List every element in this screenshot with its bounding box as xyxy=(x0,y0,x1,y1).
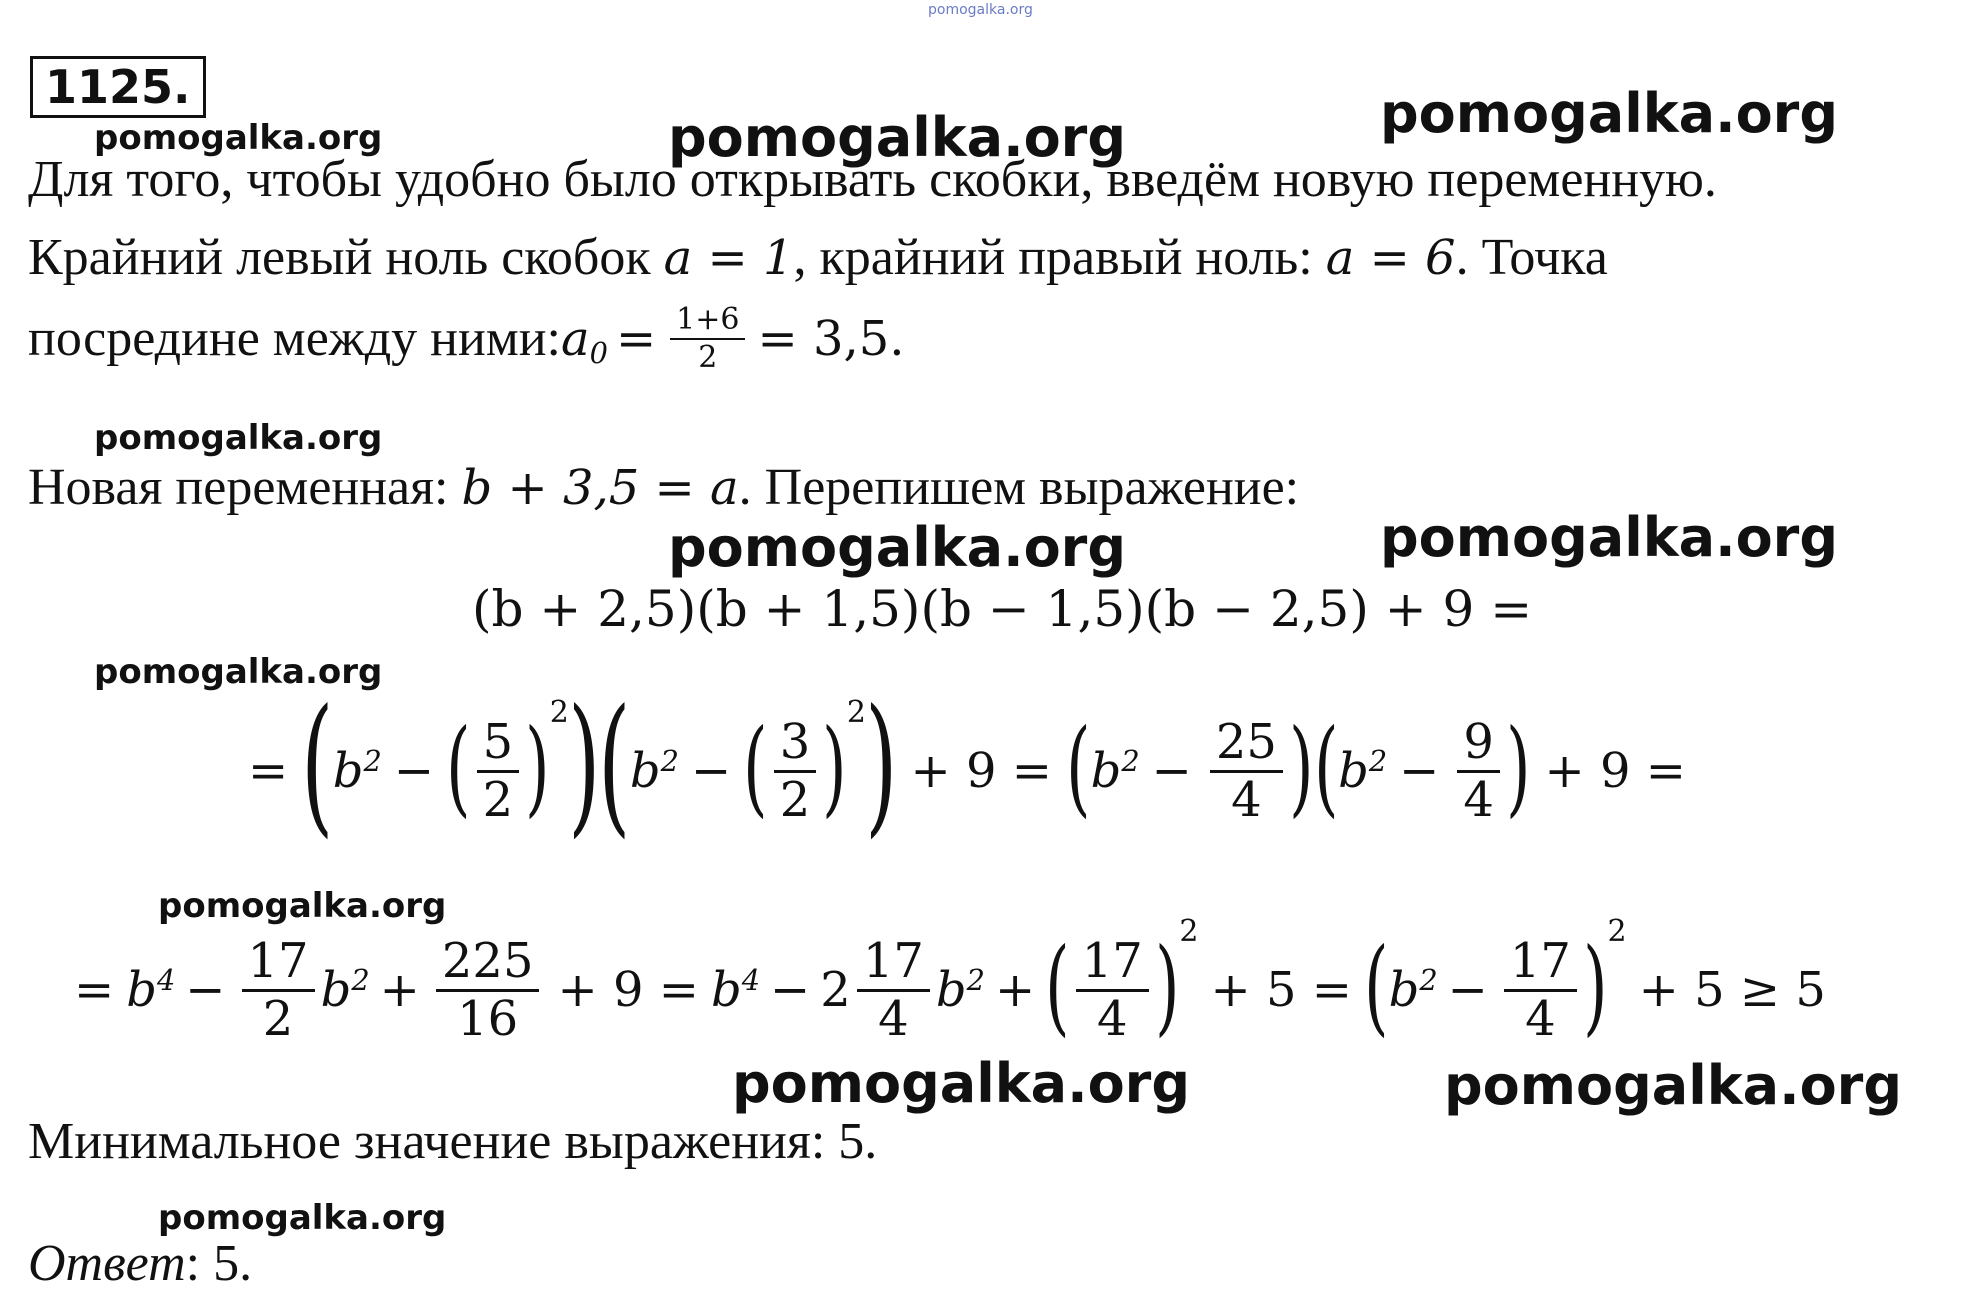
eq3-den: 16 xyxy=(457,990,519,1047)
eq3-plus: + xyxy=(379,962,420,1018)
eq2-paren-close-2: ) xyxy=(865,678,898,852)
eq3-fraction-17-2 xyxy=(242,933,315,1047)
eq3-fraction-225-16 xyxy=(436,933,540,1047)
watermark: pomogalka.org xyxy=(158,1198,447,1238)
watermark-top: pomogalka.org xyxy=(928,2,1033,18)
eq3-den: 4 xyxy=(878,990,909,1047)
eq2-minus: − xyxy=(1151,743,1192,799)
watermark: pomogalka.org xyxy=(668,106,1126,169)
eq2-b2-third xyxy=(1090,743,1140,799)
eq3-paren-close-1: ) xyxy=(1154,925,1180,1047)
eq2-exp-outer: 2 xyxy=(549,695,569,730)
eq3-b: b xyxy=(935,962,967,1018)
eq2-b2-fourth xyxy=(1338,743,1388,799)
watermark: pomogalka.org xyxy=(668,516,1126,579)
intro-line3 xyxy=(28,304,905,373)
new-variable-text-a: Новая переменная: xyxy=(28,459,462,516)
eq2-minus: − xyxy=(690,743,732,799)
eq2-exp: 2 xyxy=(363,744,382,779)
conclusion-text: Минимальное значение выражения: 5. xyxy=(28,1113,878,1170)
eq3-paren-open-1: ( xyxy=(1045,925,1070,1047)
eq3-equals: = xyxy=(74,962,115,1018)
eq2-exp: 2 xyxy=(1121,744,1140,779)
eq3-num: 17 xyxy=(857,936,930,991)
eq3-b4-second xyxy=(710,962,761,1018)
eq3-b2-second xyxy=(935,962,985,1018)
eq2-den: 4 xyxy=(1231,771,1262,828)
fraction-numerator: 1+6 xyxy=(670,304,745,340)
eq2-den: 4 xyxy=(1463,771,1494,828)
new-variable-line xyxy=(28,459,1300,516)
watermark: pomogalka.org xyxy=(1380,82,1838,145)
eq3-exp: 2 xyxy=(1419,963,1438,998)
eq3-fraction-17-4-c xyxy=(1504,933,1577,1047)
eq2-paren-close-1: ) xyxy=(567,678,601,852)
eq3-b2-third xyxy=(1388,962,1438,1018)
watermark: pomogalka.org xyxy=(158,886,447,926)
eq3-exp: 2 xyxy=(966,963,985,998)
eq3-paren-open-2: ( xyxy=(1364,925,1389,1047)
watermark: pomogalka.org xyxy=(1380,506,1838,569)
midpoint-result: = 3,5. xyxy=(757,310,905,367)
new-variable-text-b: . Перепишем выражение: xyxy=(738,459,1300,516)
intro-line2-text-a: Крайний левый ноль скобок xyxy=(28,229,664,286)
intro-line2-text-c: . Точка xyxy=(1455,229,1608,286)
eq2-paren-open-2: ( xyxy=(598,678,631,852)
eq2-exp: 2 xyxy=(1368,744,1388,779)
eq3-den: 4 xyxy=(1525,990,1556,1047)
eq3-b: b xyxy=(320,962,352,1018)
eq2-paren-open-inner: ( xyxy=(446,706,471,828)
a0-base: a xyxy=(561,310,590,367)
eq2-num: 9 xyxy=(1457,717,1500,772)
watermark: pomogalka.org xyxy=(732,1052,1190,1115)
eq2-fraction-3-2 xyxy=(774,714,817,828)
eq2-paren-open-4: ( xyxy=(1313,706,1338,828)
eq3-end: + 5 ≥ 5 xyxy=(1638,962,1826,1018)
eq3-exp: 2 xyxy=(351,963,370,998)
intro-line2-text-b: , крайний правый ноль: xyxy=(793,229,1326,286)
eq3-b: b xyxy=(710,962,742,1018)
eq3-den: 4 xyxy=(1097,990,1128,1047)
equation-a-1: a = 1 xyxy=(663,230,794,286)
eq3-b: b xyxy=(1388,962,1420,1018)
expression-line3 xyxy=(74,914,1826,1060)
eq3-plus9: + 9 = xyxy=(557,962,699,1018)
intro-line3-text: посредине между ними: xyxy=(28,309,561,367)
a0-symbol xyxy=(561,310,608,371)
eq3-minus: − xyxy=(770,962,811,1018)
eq2-exp-outer: 2 xyxy=(846,695,866,730)
intro-line1: Для того, чтобы удобно было открывать скобки, введём новую переменную. xyxy=(28,151,1717,208)
eq3-exp-outer: 2 xyxy=(1607,914,1627,949)
eq3-plus5: + 5 = xyxy=(1210,962,1352,1018)
equation-a-6: a = 6 xyxy=(1325,230,1456,286)
eq2-minus: − xyxy=(393,743,435,799)
eq2-end: + 9 = xyxy=(1544,743,1686,799)
eq2-fraction-5-2 xyxy=(477,714,520,828)
eq2-paren-close-inner: ) xyxy=(525,706,550,828)
eq3-exp-outer: 2 xyxy=(1179,914,1199,949)
fraction-denominator: 2 xyxy=(698,339,718,375)
eq2-exp: 2 xyxy=(660,744,679,779)
eq3-minus: − xyxy=(185,962,226,1018)
answer-line xyxy=(28,1235,253,1292)
eq2-minus: − xyxy=(1399,743,1440,799)
eq3-num: 17 xyxy=(1504,936,1577,991)
answer-value: : 5. xyxy=(185,1235,253,1292)
equals-sign: = xyxy=(615,310,657,367)
eq2-paren-close-4: ) xyxy=(1506,706,1531,828)
eq3-exp: 4 xyxy=(156,963,176,998)
eq3-paren-close-2: ) xyxy=(1583,925,1608,1047)
eq3-b2 xyxy=(320,962,370,1018)
problem-number: 1125. xyxy=(30,56,206,118)
eq2-paren-open-inner: ( xyxy=(743,706,768,828)
answer-label: Ответ xyxy=(28,1235,186,1292)
eq2-b2 xyxy=(332,743,382,799)
watermark: pomogalka.org xyxy=(94,118,383,158)
eq2-b: b xyxy=(1090,743,1122,799)
eq3-coef: 2 xyxy=(820,962,851,1018)
eq2-paren-close-inner: ) xyxy=(822,706,847,828)
eq3-den: 2 xyxy=(262,990,294,1047)
eq2-fraction-9-4 xyxy=(1457,714,1500,828)
eq3-num: 225 xyxy=(436,936,540,991)
eq3-b4 xyxy=(126,962,176,1018)
watermark: pomogalka.org xyxy=(94,652,383,692)
eq3-plus: + xyxy=(994,962,1036,1018)
eq2-equals: = xyxy=(248,743,289,799)
expression-line2 xyxy=(248,678,1686,852)
eq2-fraction-25-4 xyxy=(1210,714,1283,828)
eq3-fraction-17-4 xyxy=(857,933,930,1047)
eq2-plus9: + 9 = xyxy=(910,743,1052,799)
eq3-fraction-17-4-b xyxy=(1076,933,1149,1047)
eq2-paren-close-3: ) xyxy=(1289,706,1314,828)
eq3-exp: 4 xyxy=(741,963,761,998)
intro-line2 xyxy=(28,229,1608,286)
eq3-minus: − xyxy=(1447,962,1488,1018)
eq2-b2-second xyxy=(629,743,679,799)
eq2-paren-open-1: ( xyxy=(301,678,334,852)
eq2-den: 2 xyxy=(779,771,811,828)
eq2-den: 2 xyxy=(482,771,514,828)
eq2-num: 25 xyxy=(1210,717,1283,772)
eq3-num: 17 xyxy=(1076,936,1149,991)
fraction-midpoint xyxy=(670,304,745,373)
eq2-paren-open-3: ( xyxy=(1066,706,1091,828)
eq2-b: b xyxy=(629,743,661,799)
watermark: pomogalka.org xyxy=(94,418,383,458)
new-variable-equation: b + 3,5 = a xyxy=(461,460,739,516)
eq3-b: b xyxy=(126,962,157,1018)
eq2-num: 3 xyxy=(774,717,817,772)
eq2-b: b xyxy=(1338,743,1369,799)
expression-line1: (b + 2,5)(b + 1,5)(b − 1,5)(b − 2,5) + 9 = xyxy=(472,580,1533,638)
a0-subscript: 0 xyxy=(589,336,608,371)
eq2-num: 5 xyxy=(477,717,520,772)
watermark: pomogalka.org xyxy=(1444,1054,1902,1117)
eq2-b: b xyxy=(332,743,364,799)
eq3-num: 17 xyxy=(242,936,315,991)
